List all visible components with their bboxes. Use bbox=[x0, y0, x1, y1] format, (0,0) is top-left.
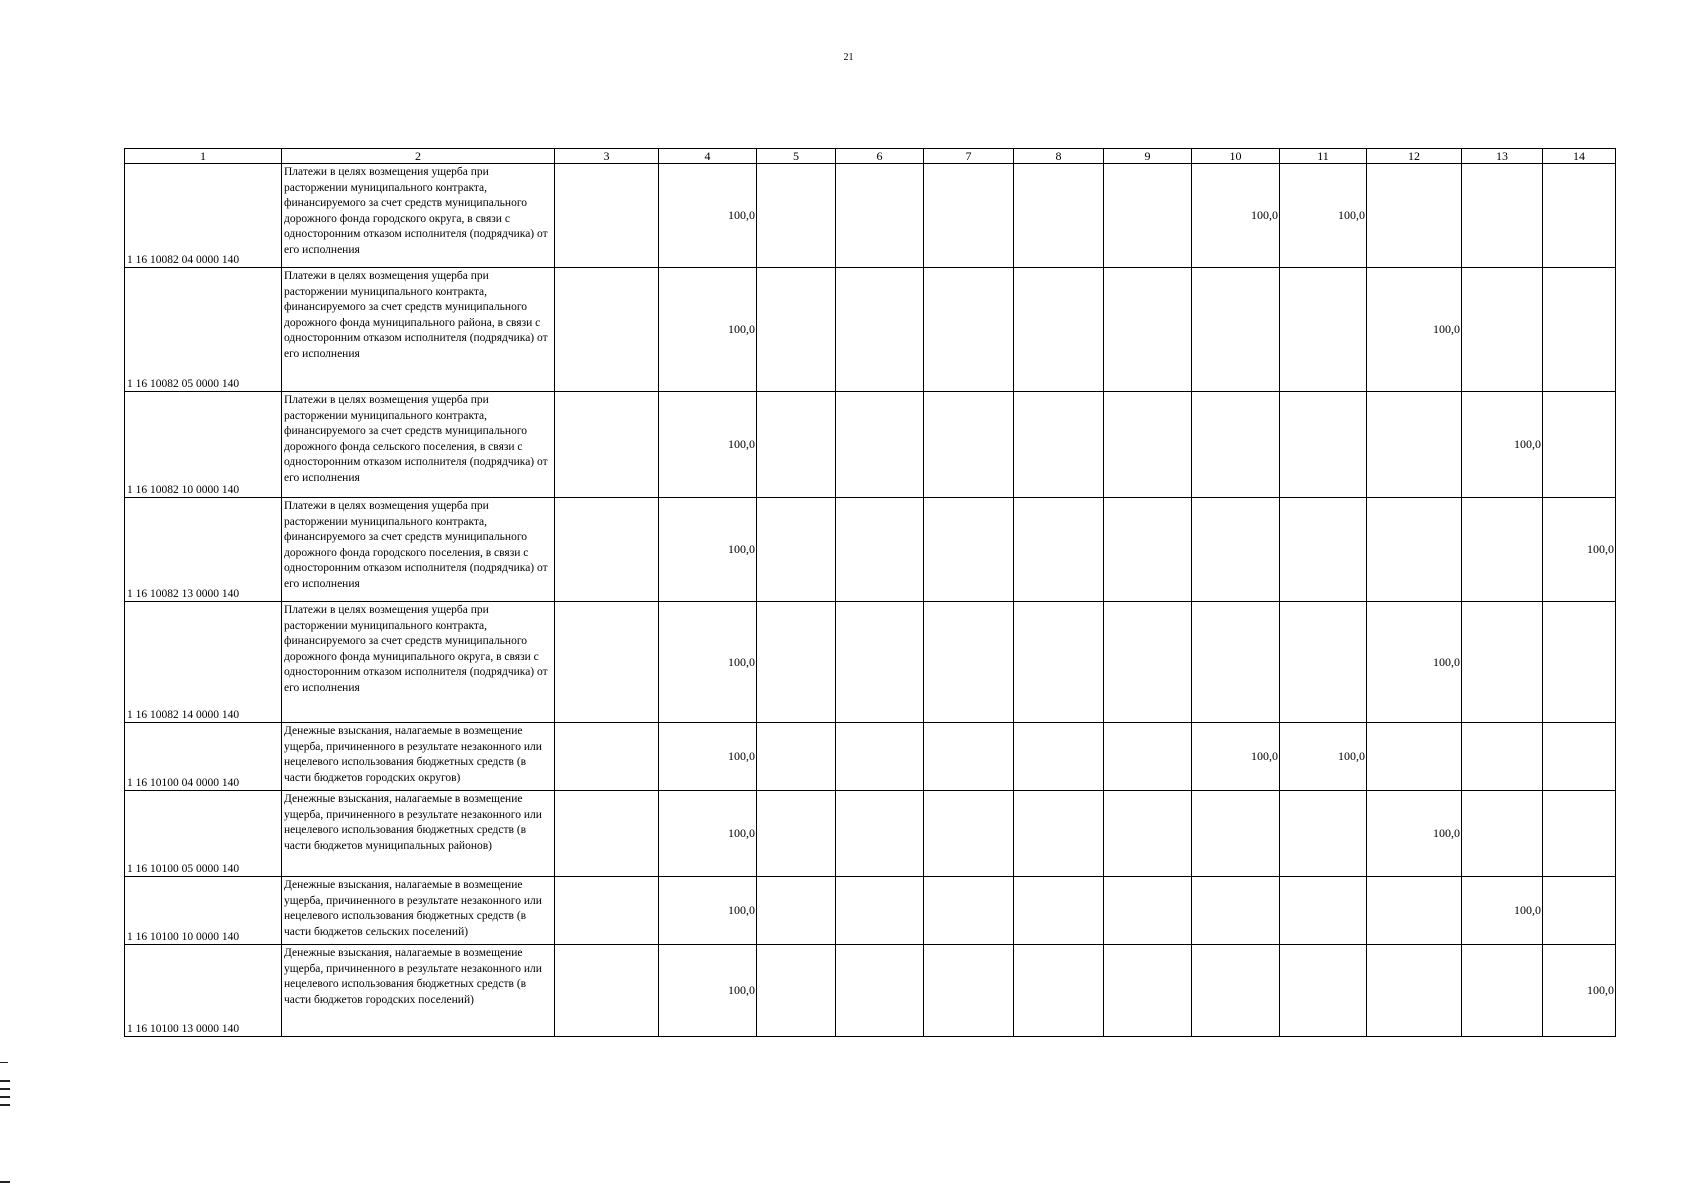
table-row bbox=[125, 723, 1616, 791]
value-cell bbox=[924, 498, 1014, 602]
value-cell: 100,0 bbox=[1280, 723, 1367, 791]
table-row bbox=[125, 392, 1616, 498]
column-number-header: 1 bbox=[125, 149, 282, 164]
value-cell bbox=[924, 945, 1014, 1037]
value-cell: 100,0 bbox=[659, 723, 757, 791]
value-cell bbox=[555, 392, 659, 498]
value-cell bbox=[924, 791, 1014, 877]
value-cell bbox=[1104, 723, 1192, 791]
value-cell bbox=[1014, 877, 1104, 945]
value-cell bbox=[555, 791, 659, 877]
value-cell: 100,0 bbox=[1280, 164, 1367, 268]
column-number-header: 14 bbox=[1543, 149, 1616, 164]
value-cell bbox=[757, 392, 836, 498]
value-cell bbox=[836, 602, 924, 723]
value-cell bbox=[924, 602, 1014, 723]
income-code-cell: 1 16 10100 04 0000 140 bbox=[125, 723, 282, 791]
value-cell bbox=[1543, 602, 1616, 723]
value-cell: 100,0 bbox=[659, 945, 757, 1037]
value-cell bbox=[1543, 392, 1616, 498]
column-number-header: 4 bbox=[659, 149, 757, 164]
value-cell bbox=[1104, 945, 1192, 1037]
value-cell: 100,0 bbox=[659, 791, 757, 877]
value-cell: 100,0 bbox=[659, 392, 757, 498]
value-cell bbox=[1192, 602, 1280, 723]
value-cell bbox=[1192, 268, 1280, 392]
column-number-header: 12 bbox=[1367, 149, 1462, 164]
page-number: 21 bbox=[843, 52, 854, 63]
scan-mark bbox=[0, 1096, 10, 1098]
value-cell bbox=[1014, 791, 1104, 877]
value-cell: 100,0 bbox=[1543, 498, 1616, 602]
value-cell bbox=[1014, 498, 1104, 602]
value-cell bbox=[757, 945, 836, 1037]
value-cell bbox=[924, 392, 1014, 498]
value-cell bbox=[836, 945, 924, 1037]
column-number-row bbox=[125, 149, 1616, 164]
value-cell: 100,0 bbox=[659, 164, 757, 268]
table-row bbox=[125, 602, 1616, 723]
value-cell bbox=[1104, 164, 1192, 268]
value-cell bbox=[836, 723, 924, 791]
value-cell bbox=[1462, 945, 1543, 1037]
value-cell bbox=[1104, 392, 1192, 498]
value-cell bbox=[1014, 392, 1104, 498]
column-number-header: 9 bbox=[1104, 149, 1192, 164]
value-cell bbox=[757, 498, 836, 602]
income-description-cell: Платежи в целях возмещения ущерба при расторжении муниципального контракта, финансируемого за счет средств муниципального дорожного фонда городского поселения, в связи с односторонним отказом исполнителя (подрядчика) от его исполнения bbox=[282, 498, 555, 602]
table-row bbox=[125, 945, 1616, 1037]
value-cell bbox=[1104, 498, 1192, 602]
scan-mark bbox=[0, 1181, 10, 1183]
column-number-header: 13 bbox=[1462, 149, 1543, 164]
value-cell bbox=[1543, 791, 1616, 877]
value-cell bbox=[1192, 392, 1280, 498]
value-cell bbox=[1104, 877, 1192, 945]
value-cell bbox=[1014, 268, 1104, 392]
value-cell bbox=[1462, 723, 1543, 791]
value-cell bbox=[1367, 723, 1462, 791]
value-cell bbox=[1280, 791, 1367, 877]
value-cell bbox=[1280, 945, 1367, 1037]
value-cell bbox=[836, 877, 924, 945]
column-number-header: 10 bbox=[1192, 149, 1280, 164]
value-cell bbox=[555, 602, 659, 723]
scan-mark bbox=[0, 1088, 10, 1090]
value-cell: 100,0 bbox=[1543, 945, 1616, 1037]
value-cell bbox=[757, 723, 836, 791]
income-description-cell: Платежи в целях возмещения ущерба при расторжении муниципального контракта, финансируемого за счет средств муниципального дорожного фонда муниципального округа, в связи с односторонним отказом исполнителя (подрядчика) от его исполнения bbox=[282, 602, 555, 723]
value-cell: 100,0 bbox=[659, 877, 757, 945]
value-cell: 100,0 bbox=[659, 602, 757, 723]
value-cell bbox=[836, 392, 924, 498]
value-cell bbox=[924, 723, 1014, 791]
value-cell bbox=[757, 791, 836, 877]
value-cell bbox=[1367, 945, 1462, 1037]
value-cell: 100,0 bbox=[1367, 602, 1462, 723]
value-cell bbox=[1014, 723, 1104, 791]
value-cell bbox=[1280, 498, 1367, 602]
value-cell bbox=[1367, 392, 1462, 498]
income-code-cell: 1 16 10082 10 0000 140 bbox=[125, 392, 282, 498]
revenue-table bbox=[124, 148, 1616, 1037]
column-number-header: 6 bbox=[836, 149, 924, 164]
scan-mark bbox=[0, 1104, 10, 1106]
value-cell bbox=[757, 164, 836, 268]
value-cell bbox=[1192, 791, 1280, 877]
column-number-header: 3 bbox=[555, 149, 659, 164]
income-code-cell: 1 16 10100 05 0000 140 bbox=[125, 791, 282, 877]
table-row bbox=[125, 791, 1616, 877]
value-cell bbox=[1543, 164, 1616, 268]
value-cell: 100,0 bbox=[659, 268, 757, 392]
value-cell bbox=[1543, 877, 1616, 945]
column-number-header: 5 bbox=[757, 149, 836, 164]
column-number-header: 11 bbox=[1280, 149, 1367, 164]
table-body bbox=[125, 164, 1616, 1037]
value-cell bbox=[555, 877, 659, 945]
value-cell bbox=[924, 164, 1014, 268]
value-cell bbox=[1192, 498, 1280, 602]
value-cell: 100,0 bbox=[1192, 723, 1280, 791]
column-number-header: 7 bbox=[924, 149, 1014, 164]
value-cell bbox=[924, 877, 1014, 945]
value-cell: 100,0 bbox=[1462, 877, 1543, 945]
value-cell bbox=[1462, 602, 1543, 723]
value-cell bbox=[836, 164, 924, 268]
column-number-header: 2 bbox=[282, 149, 555, 164]
value-cell bbox=[1462, 268, 1543, 392]
value-cell: 100,0 bbox=[1367, 268, 1462, 392]
table-row bbox=[125, 498, 1616, 602]
scan-mark bbox=[0, 1080, 10, 1082]
value-cell: 100,0 bbox=[1192, 164, 1280, 268]
value-cell bbox=[757, 877, 836, 945]
value-cell bbox=[1280, 602, 1367, 723]
value-cell bbox=[1014, 945, 1104, 1037]
value-cell bbox=[555, 164, 659, 268]
value-cell bbox=[836, 791, 924, 877]
value-cell: 100,0 bbox=[659, 498, 757, 602]
income-code-cell: 1 16 10100 10 0000 140 bbox=[125, 877, 282, 945]
value-cell bbox=[836, 498, 924, 602]
value-cell bbox=[1367, 164, 1462, 268]
value-cell: 100,0 bbox=[1367, 791, 1462, 877]
income-description-cell: Денежные взыскания, налагаемые в возмещение ущерба, причиненного в результате незаконного или нецелевого использования бюджетных средств (в части бюджетов муниципальных районов) bbox=[282, 791, 555, 877]
table-row bbox=[125, 877, 1616, 945]
value-cell bbox=[1280, 877, 1367, 945]
value-cell bbox=[1543, 723, 1616, 791]
column-number-header: 8 bbox=[1014, 149, 1104, 164]
value-cell bbox=[555, 723, 659, 791]
income-description-cell: Платежи в целях возмещения ущерба при расторжении муниципального контракта, финансируемого за счет средств муниципального дорожного фонда муниципального района, в связи с односторонним отказом исполнителя (подрядчика) от его исполнения bbox=[282, 268, 555, 392]
value-cell bbox=[1014, 164, 1104, 268]
table-row bbox=[125, 268, 1616, 392]
scan-mark bbox=[0, 1062, 8, 1063]
value-cell bbox=[924, 268, 1014, 392]
value-cell bbox=[1543, 268, 1616, 392]
value-cell bbox=[1104, 602, 1192, 723]
value-cell bbox=[757, 268, 836, 392]
value-cell bbox=[1014, 602, 1104, 723]
income-description-cell: Платежи в целях возмещения ущерба при расторжении муниципального контракта, финансируемого за счет средств муниципального дорожного фонда сельского поселения, в связи с односторонним отказом исполнителя (подрядчика) от его исполнения bbox=[282, 392, 555, 498]
value-cell bbox=[1462, 791, 1543, 877]
value-cell bbox=[1280, 268, 1367, 392]
value-cell bbox=[555, 268, 659, 392]
income-description-cell: Денежные взыскания, налагаемые в возмещение ущерба, причиненного в результате незаконного или нецелевого использования бюджетных средств (в части бюджетов сельских поселений) bbox=[282, 877, 555, 945]
value-cell bbox=[757, 602, 836, 723]
value-cell bbox=[1367, 498, 1462, 602]
income-description-cell: Денежные взыскания, налагаемые в возмещение ущерба, причиненного в результате незаконного или нецелевого использования бюджетных средств (в части бюджетов городских поселений) bbox=[282, 945, 555, 1037]
value-cell bbox=[555, 498, 659, 602]
value-cell bbox=[836, 268, 924, 392]
value-cell bbox=[1367, 877, 1462, 945]
value-cell bbox=[1104, 268, 1192, 392]
income-code-cell: 1 16 10082 04 0000 140 bbox=[125, 164, 282, 268]
income-code-cell: 1 16 10082 14 0000 140 bbox=[125, 602, 282, 723]
table-row bbox=[125, 164, 1616, 268]
value-cell bbox=[1462, 498, 1543, 602]
value-cell bbox=[1192, 945, 1280, 1037]
income-code-cell: 1 16 10100 13 0000 140 bbox=[125, 945, 282, 1037]
income-code-cell: 1 16 10082 05 0000 140 bbox=[125, 268, 282, 392]
income-description-cell: Платежи в целях возмещения ущерба при расторжении муниципального контракта, финансируемого за счет средств муниципального дорожного фонда городского округа, в связи с односторонним отказом исполнителя (подрядчика) от его исполнения bbox=[282, 164, 555, 268]
value-cell: 100,0 bbox=[1462, 392, 1543, 498]
income-code-cell: 1 16 10082 13 0000 140 bbox=[125, 498, 282, 602]
income-description-cell: Денежные взыскания, налагаемые в возмещение ущерба, причиненного в результате незаконного или нецелевого использования бюджетных средств (в части бюджетов городских округов) bbox=[282, 723, 555, 791]
value-cell bbox=[1104, 791, 1192, 877]
value-cell bbox=[1280, 392, 1367, 498]
value-cell bbox=[555, 945, 659, 1037]
value-cell bbox=[1192, 877, 1280, 945]
revenue-table-container bbox=[124, 148, 1615, 1037]
value-cell bbox=[1462, 164, 1543, 268]
